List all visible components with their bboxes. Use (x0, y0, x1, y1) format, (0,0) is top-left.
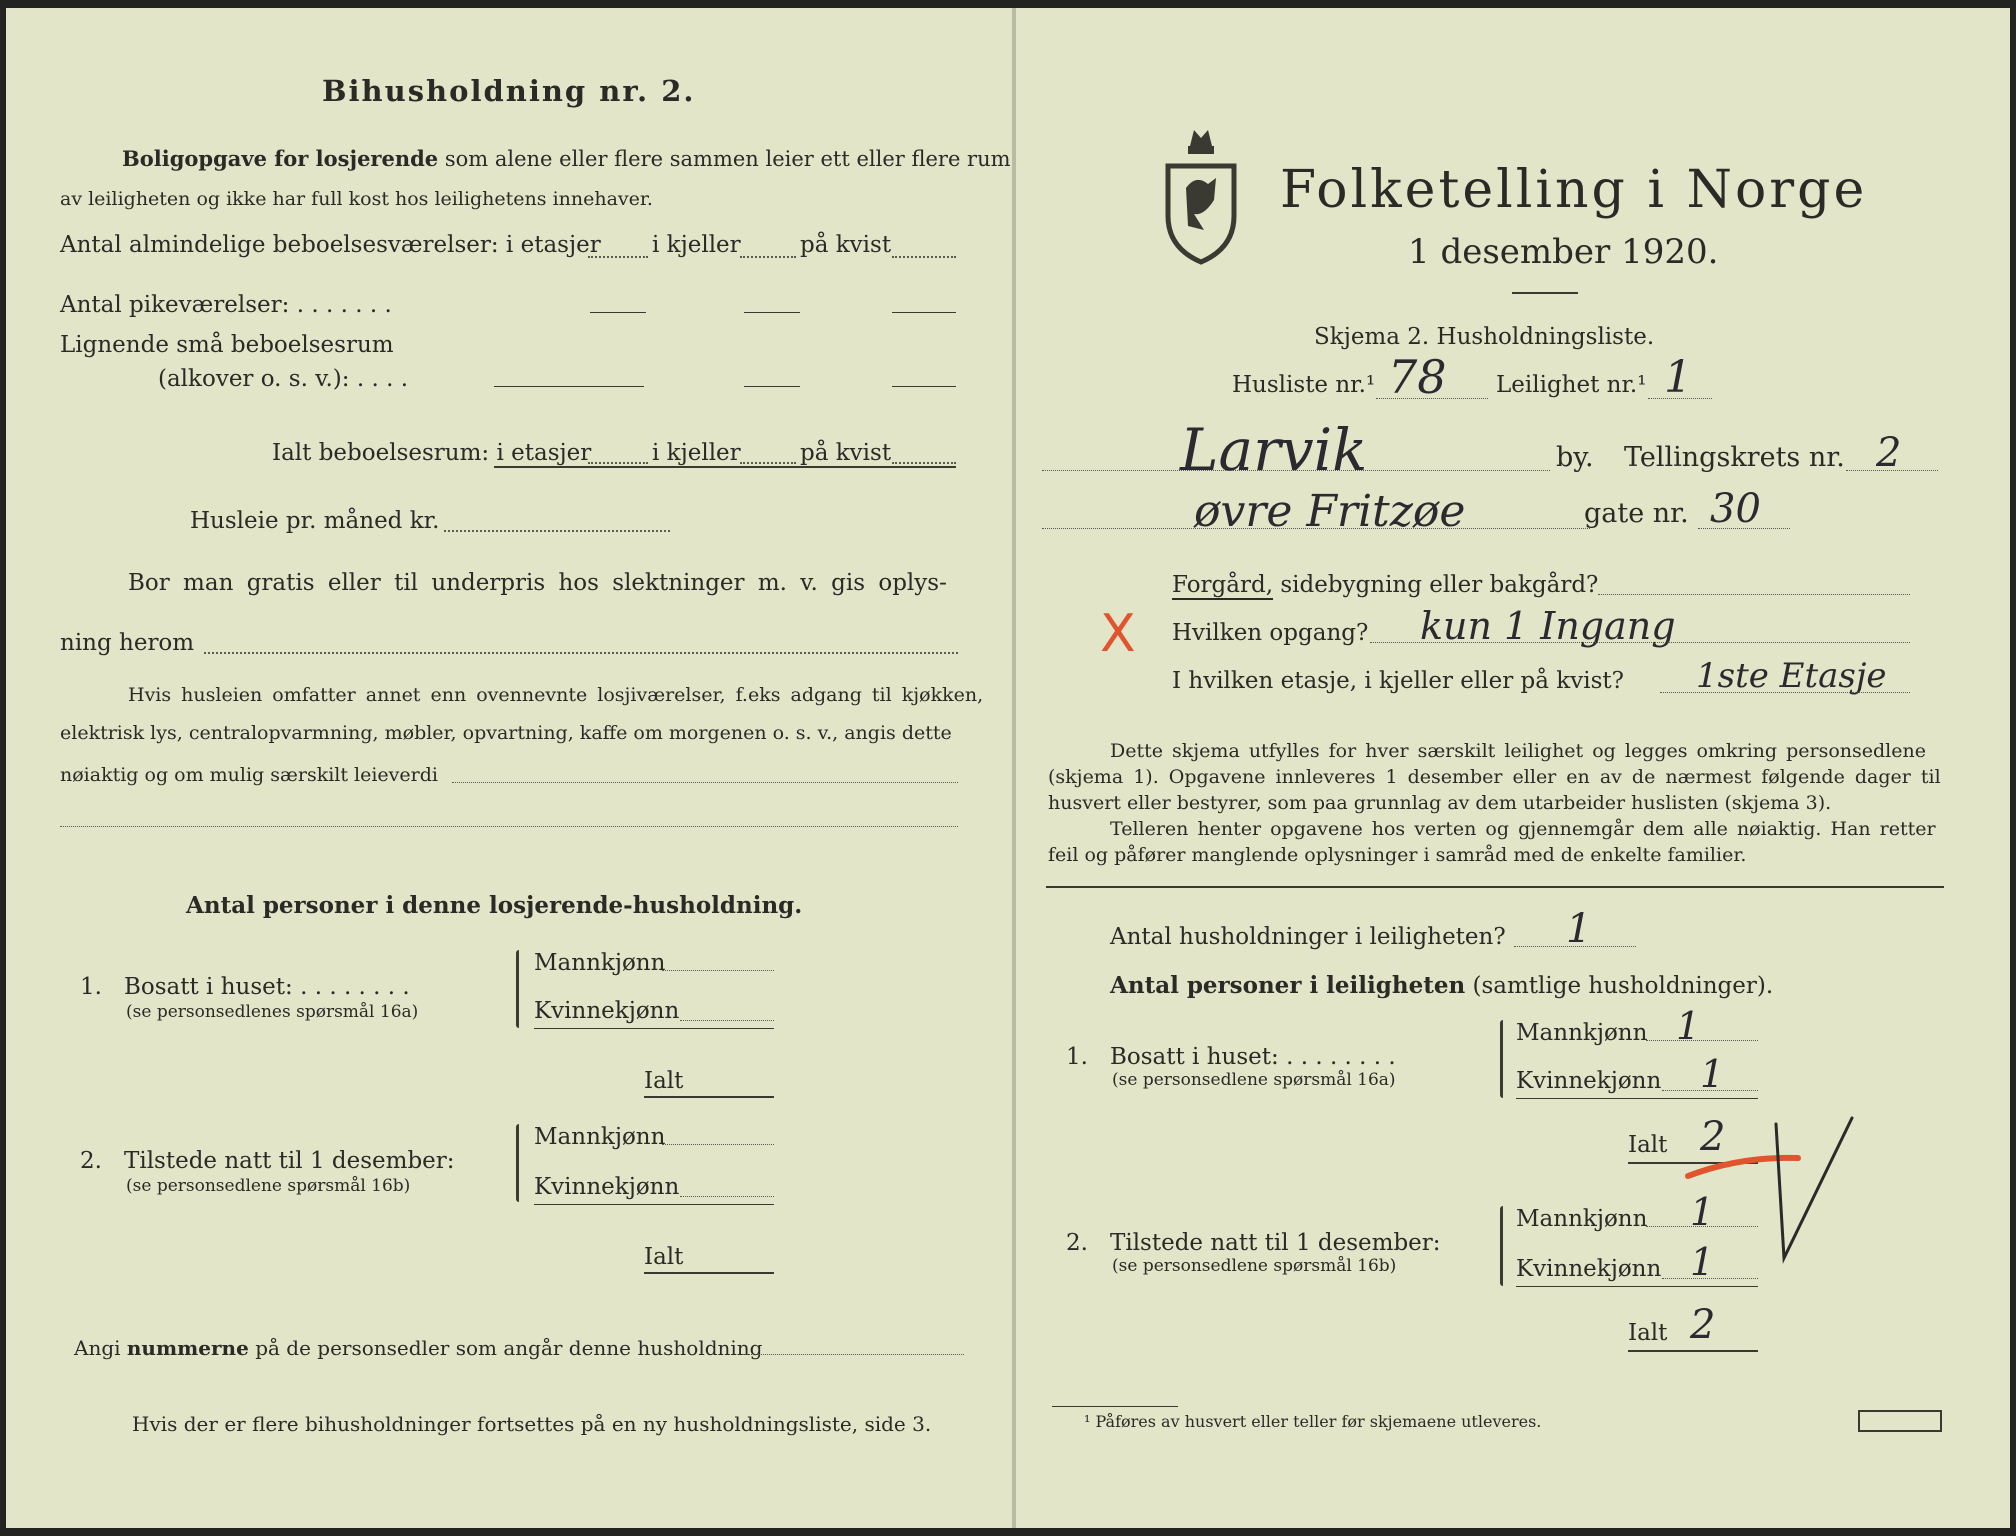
ialt-rooms-kjeller-line[interactable] (740, 462, 796, 464)
right-q1-mann-label: Mannkjønn (1516, 1020, 1648, 1046)
form-date: 1 desember 1920. (1408, 232, 1719, 272)
info-line1: Dette skjema utfylles for hver særskilt leilighet og legges omkring personsedlene (1110, 740, 1926, 762)
ialt-rooms-label: Ialt beboelsesrum: i etasjer (272, 440, 592, 466)
right-q2-mann-value[interactable]: 1 (1690, 1190, 1715, 1234)
right-q2-brace (1500, 1206, 1503, 1286)
right-q2-ialt-label: Ialt (1628, 1320, 1668, 1346)
opgang-value[interactable]: kun 1 Ingang (1420, 604, 1676, 648)
antal-personer-bold: Antal personer i leiligheten (1110, 972, 1466, 999)
left-q2-mann-label: Mannkjønn (534, 1124, 666, 1150)
left-q1-brace (516, 950, 519, 1028)
rooms-kjeller-line[interactable] (740, 256, 796, 258)
skjema-label: Skjema 2. Husholdningsliste. (1314, 324, 1655, 350)
angi-pre: Angi (74, 1336, 121, 1360)
rooms-kvist-label: på kvist (800, 232, 892, 258)
antal-personer-rest: (samtlige husholdninger). (1472, 973, 1774, 999)
right-q2-ialt-line (1628, 1350, 1758, 1352)
coat-of-arms-icon (1160, 118, 1242, 266)
gate-nr-line (1698, 528, 1790, 529)
left-q1-label: Bosatt i huset: . . . . . . . . (124, 974, 410, 1000)
intro-bold: Boligopgave for losjerende (122, 146, 439, 171)
forgaard-underlined: Forgård, (1172, 572, 1274, 598)
antal-hush-label: Antal husholdninger i leiligheten? (1110, 924, 1506, 950)
left-q2-sum-line (534, 1204, 774, 1205)
pike-kvist-line[interactable] (892, 312, 956, 313)
right-q1-kvinne-label: Kvinnekjønn (1516, 1068, 1662, 1094)
info-line5: feil og påfører manglende oplysninger i samråd med de enkelte familier. (1048, 844, 1747, 866)
right-q1-ialt-label: Ialt (1628, 1132, 1668, 1158)
right-q1-kvinne-value[interactable]: 1 (1700, 1052, 1725, 1096)
right-q1-kvinne-line (1662, 1090, 1758, 1091)
rooms-kvist-line[interactable] (892, 256, 956, 258)
bor-gratis-line1: Bor man gratis eller til underpris hos slektninger m. v. gis oplys- (128, 570, 947, 596)
pike-kjeller-line[interactable] (744, 312, 800, 313)
right-q1-brace (1500, 1020, 1503, 1098)
info-line2: (skjema 1). Opgavene innleveres 1 desember eller en av de nærmest følgende dager til (1048, 766, 1941, 788)
hvis-line2: elektrisk lys, centralopvarmning, møbler, opvartning, kaffe om morgenen o. s. v., angis dette (60, 722, 952, 744)
right-q2-sum-line (1516, 1286, 1758, 1287)
angi-bold: nummerne (126, 1336, 249, 1360)
rooms-etasjer-line[interactable] (588, 256, 648, 258)
right-q2-label: Tilstede natt til 1 desember: (1110, 1230, 1441, 1256)
ialt-rooms-etasjer-line[interactable] (588, 462, 648, 464)
right-q2-sub: (se personsedlene spørsmål 16b) (1112, 1256, 1397, 1276)
bor-gratis-line2: ning herom (60, 630, 195, 656)
etasje-line (1660, 692, 1910, 693)
left-antal-personer-heading: Antal personer i denne losjerende-husholdning. (186, 892, 803, 919)
hvis-line3: nøiaktig og om mulig særskilt leieverdi (60, 764, 438, 786)
left-q1-sub: (se personsedlenes spørsmål 16a) (126, 1002, 419, 1022)
right-q2-ialt-value[interactable]: 2 (1690, 1302, 1716, 1348)
husliste-line (1376, 398, 1488, 399)
right-q1-mann-value[interactable]: 1 (1676, 1004, 1701, 1048)
tellingskrets-label: Tellingskrets nr. (1624, 442, 1845, 473)
bor-gratis-line[interactable] (204, 652, 958, 654)
left-q2-kvinne-line[interactable] (680, 1196, 774, 1197)
title-rule (1512, 292, 1578, 294)
left-q1-mann-label: Mannkjønn (534, 950, 666, 976)
forgaard-line[interactable] (1598, 594, 1910, 595)
footnote-rule (1052, 1406, 1178, 1407)
angi-line[interactable] (742, 1354, 964, 1355)
alkover-etasjer-line[interactable] (494, 386, 644, 387)
antal-hush-value[interactable]: 1 (1566, 906, 1592, 952)
left-q1-ialt-line[interactable] (644, 1096, 774, 1098)
forgaard-rest: sidebygning eller bakgård? (1280, 572, 1599, 598)
right-q2-kvinne-line (1662, 1278, 1758, 1279)
page-fold (1012, 8, 1016, 1528)
left-q2-ialt-label: Ialt (644, 1244, 684, 1270)
right-q1-label: Bosatt i huset: . . . . . . . . (1110, 1044, 1396, 1070)
left-q2-kvinne-label: Kvinnekjønn (534, 1174, 680, 1200)
by-line (1042, 470, 1550, 471)
right-q1-num: 1. (1066, 1044, 1088, 1070)
left-q1-ialt-label: Ialt (644, 1068, 684, 1094)
left-q2-brace (516, 1124, 519, 1202)
right-q1-ialt-value[interactable]: 2 (1700, 1114, 1726, 1160)
by-label: by. (1556, 442, 1594, 473)
alkover-kjeller-line[interactable] (744, 386, 800, 387)
left-q2-mann-line[interactable] (662, 1144, 774, 1145)
rooms-kjeller-label: i kjeller (652, 232, 741, 258)
right-q1-sum-line (1516, 1098, 1758, 1099)
leilighet-label: Leilighet nr.¹ (1496, 372, 1647, 398)
opgang-line (1370, 642, 1910, 643)
antal-hush-line (1514, 946, 1636, 947)
right-q2-kvinne-value[interactable]: 1 (1690, 1240, 1715, 1284)
left-q2-sub: (se personsedlene spørsmål 16b) (126, 1176, 411, 1196)
intro-line2: av leiligheten og ikke har full kost hos leilighetens innehaver. (60, 188, 653, 210)
husliste-value[interactable]: 78 (1388, 350, 1447, 404)
form-title: Folketelling i Norge (1280, 160, 1868, 220)
leilighet-line (1648, 398, 1712, 399)
left-q2-ialt-line[interactable] (644, 1272, 774, 1274)
ialt-rooms-underline (494, 466, 956, 468)
left-q1-sum-line (534, 1028, 774, 1029)
hvis-line1: Hvis husleien omfatter annet enn ovennevnte losjiværelser, f.eks adgang til kjøkken, (128, 684, 984, 706)
left-q1-kvinne-line[interactable] (680, 1020, 774, 1021)
right-q2-mann-line (1646, 1226, 1758, 1227)
alkover-label: (alkover o. s. v.): . . . . (158, 366, 409, 392)
tellingskrets-value[interactable]: 2 (1876, 430, 1902, 476)
left-title: Bihusholdning nr. 2. (322, 74, 696, 108)
left-q1-kvinne-label: Kvinnekjønn (534, 998, 680, 1024)
red-x-mark: X (1100, 604, 1136, 664)
angi-post: på de personsedler som angår denne husholdning (255, 1336, 763, 1360)
gate-value[interactable]: øvre Fritzøe (1194, 486, 1466, 537)
leieverdi-line2[interactable] (60, 826, 958, 827)
etasje-value[interactable]: 1ste Etasje (1696, 656, 1887, 696)
info-line4: Telleren henter opgavene hos verten og gjennemgår dem alle nøiaktig. Han retter (1110, 818, 1936, 840)
left-q2-num: 2. (80, 1148, 102, 1174)
left-q1-mann-line[interactable] (662, 970, 774, 971)
intro-rest: som alene eller flere sammen leier ett eller flere rum (444, 147, 1011, 171)
pike-label: Antal pikeværelser: . . . . . . . (60, 292, 392, 318)
printer-stamp (1858, 1410, 1942, 1432)
leieverdi-line[interactable] (452, 782, 958, 783)
footnote: ¹ Påføres av husvert eller teller før skjemaene utleveres. (1084, 1412, 1542, 1431)
left-q1-num: 1. (80, 974, 102, 1000)
opgang-label: Hvilken opgang? (1172, 620, 1369, 646)
right-q2-num: 2. (1066, 1230, 1088, 1256)
alkover-kvist-line[interactable] (892, 386, 956, 387)
by-value[interactable]: Larvik (1180, 416, 1368, 484)
info-rule (1046, 886, 1944, 888)
rooms-label: Antal almindelige beboelsesværelser: i etasjer (60, 232, 601, 258)
right-q1-mann-line (1646, 1040, 1758, 1041)
leilighet-value[interactable]: 1 (1664, 352, 1692, 403)
gate-label: gate nr. (1584, 498, 1689, 529)
husleie-label: Husleie pr. måned kr. (190, 508, 440, 534)
left-q2-label: Tilstede natt til 1 desember: (124, 1148, 455, 1174)
lignende-label: Lignende små beboelsesrum (60, 332, 394, 358)
ialt-rooms-kjeller-label: i kjeller (652, 440, 741, 466)
left-footer: Hvis der er flere bihusholdninger fortsettes på en ny husholdningsliste, side 3. (132, 1412, 932, 1436)
tellingskrets-line (1846, 470, 1938, 471)
ialt-rooms-kvist-label: på kvist (800, 440, 892, 466)
gate-line (1042, 528, 1590, 529)
husleie-line[interactable] (444, 530, 670, 532)
gate-nr-value[interactable]: 30 (1710, 486, 1761, 532)
etasje-label: I hvilken etasje, i kjeller eller på kvist? (1172, 668, 1624, 694)
info-line3: husvert eller bestyrer, som paa grunnlag av dem utarbeider huslisten (skjema 3). (1048, 792, 1832, 814)
pike-etasjer-line[interactable] (590, 312, 646, 313)
right-q2-mann-label: Mannkjønn (1516, 1206, 1648, 1232)
ialt-rooms-kvist-line[interactable] (892, 462, 956, 464)
right-q1-sub: (se personsedlene spørsmål 16a) (1112, 1070, 1396, 1090)
husliste-label: Husliste nr.¹ (1232, 372, 1376, 398)
right-q2-kvinne-label: Kvinnekjønn (1516, 1256, 1662, 1282)
